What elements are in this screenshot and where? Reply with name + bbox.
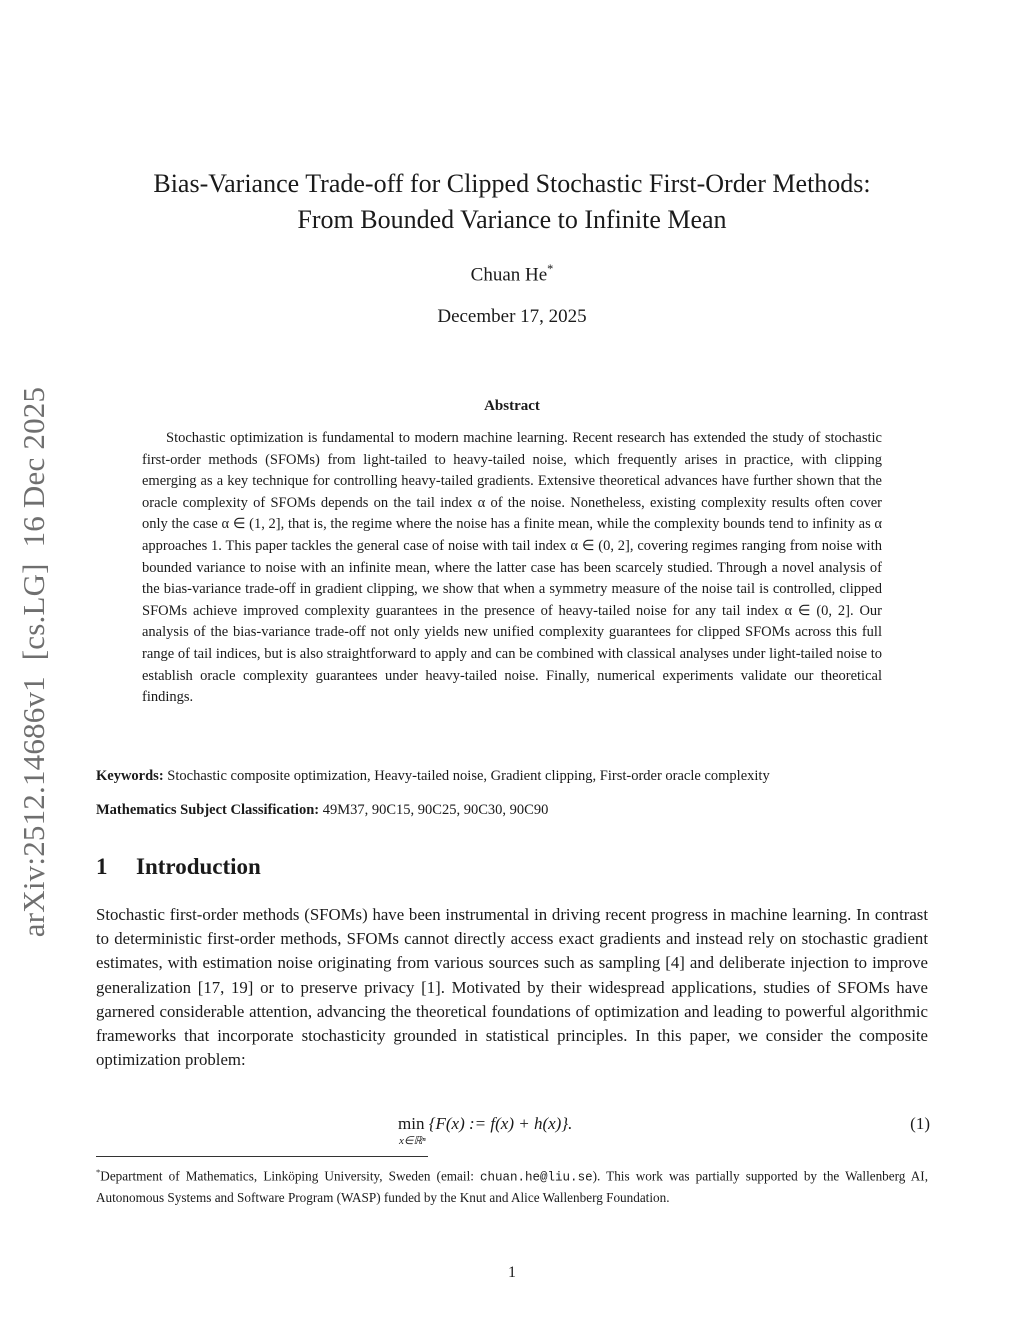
author-line — [96, 262, 928, 286]
author-footnote-mark: * — [547, 262, 554, 276]
intro-paragraph: Stochastic first-order methods (SFOMs) have been instrumental in driving recent progress in machine learning. In contrast to deterministic first-order methods, SFOMs cannot directly access exact gradients and instead rely on stochastic gradient estimates, with estimation noise originating from various sources such as sampling [4] and deliberate injection to improve generalization [17, 19] or to preserve privacy [1]. Motivated by their widespread applications, studies of SFOMs have garnered considerable attention, advancing the theoretical foundations of optimization and leading to powerful algorithmic frameworks that incorporate stochasticity grounded in statistical principles. In this paper, we consider the composite optimization problem: — [96, 905, 928, 1070]
paper-date: December 17, 2025 — [437, 306, 587, 327]
msc-text: 49M37, 90C15, 90C25, 90C30, 90C90 — [322, 802, 549, 818]
page-number: 1 — [508, 1264, 516, 1281]
section-heading — [96, 854, 261, 880]
footnote — [96, 1163, 928, 1207]
footnote-text-before: Department of Mathematics, Linköping University, Sweden (email: — [100, 1168, 481, 1184]
footnote-email-link[interactable]: chuan.he@liu.se — [480, 1170, 593, 1185]
abstract-text: Stochastic optimization is fundamental to modern machine learning. Recent research has extended the study of stochastic first-order methods (SFOMs) from light-tailed to heavy-tailed noise, which frequently arises in practice, with clipping emerging as a key technique for controlling heavy-tailed gradients. Extensive theoretical advances have further shown that the oracle complexity of SFOMs depends on the tail index α of the noise. Nonetheless, existing complexity results often cover only the case α ∈ (1, 2], that is, the regime where the noise has a finite mean, while the complexity bounds tend to infinity as α approaches 1. This paper tackles the general case of noise with tail index α ∈ (0, 2], covering regimes ranging from noise with bounded variance to noise with an infinite mean, where the latter case has been scarcely studied. Through a novel analysis of the bias-variance trade-off in gradient clipping, we show that when a symmetry measure of the noise tail is controlled, clipped SFOMs achieve improved complexity guarantees in the presence of heavy-tailed noise for any tail index α ∈ (0, 2]. Our analysis of the bias-variance trade-off not only yields new unified complexity guarantees for clipped SFOMs across this full range of tail indices, but is also straightforward to apply and can be combined with classical analyses under light-tailed noise to establish oracle complexity guarantees under heavy-tailed noise. Finally, numerical experiments validate our theoretical findings. — [142, 430, 882, 706]
keywords-text: Stochastic composite optimization, Heavy-tailed noise, Gradient clipping, First-order oracle complexity — [167, 768, 770, 784]
footnote-text-after: ). This work was partially supported by the Wallenberg AI, Autonomous Systems and Software Program (WASP) funded by the Knut and Alice Wallenberg Foundation. — [96, 1168, 928, 1205]
section-title: Introduction — [136, 854, 261, 879]
keywords-line — [96, 768, 936, 785]
equation-body — [398, 1114, 572, 1134]
equation-number: (1) — [910, 1114, 930, 1133]
title-line-2: From Bounded Variance to Infinite Mean — [297, 205, 727, 234]
equation-expression: {F(x) := f(x) + h(x)}. — [428, 1114, 573, 1133]
keywords-label: Keywords: — [96, 768, 164, 784]
abstract-heading: Abstract — [484, 398, 540, 414]
equation-min-operator: min — [398, 1114, 425, 1133]
msc-line — [96, 802, 936, 819]
author-name: Chuan He — [470, 264, 548, 286]
equation-1 — [96, 1114, 930, 1154]
msc-label: Mathematics Subject Classification: — [96, 802, 320, 818]
paper-title — [96, 166, 928, 238]
arxiv-sidebar — [0, 0, 60, 1325]
equation-subscript: x∈ℝⁿ — [399, 1135, 426, 1147]
title-line-1: Bias-Variance Trade-off for Clipped Stochastic First-Order Methods: — [153, 169, 871, 198]
section-number: 1 — [96, 854, 108, 879]
footnote-mark: * — [96, 1167, 101, 1177]
footnote-rule — [96, 1156, 428, 1157]
arxiv-stamp: arXiv:2512.14686v1 [cs.LG] 16 Dec 2025 — [16, 386, 51, 938]
